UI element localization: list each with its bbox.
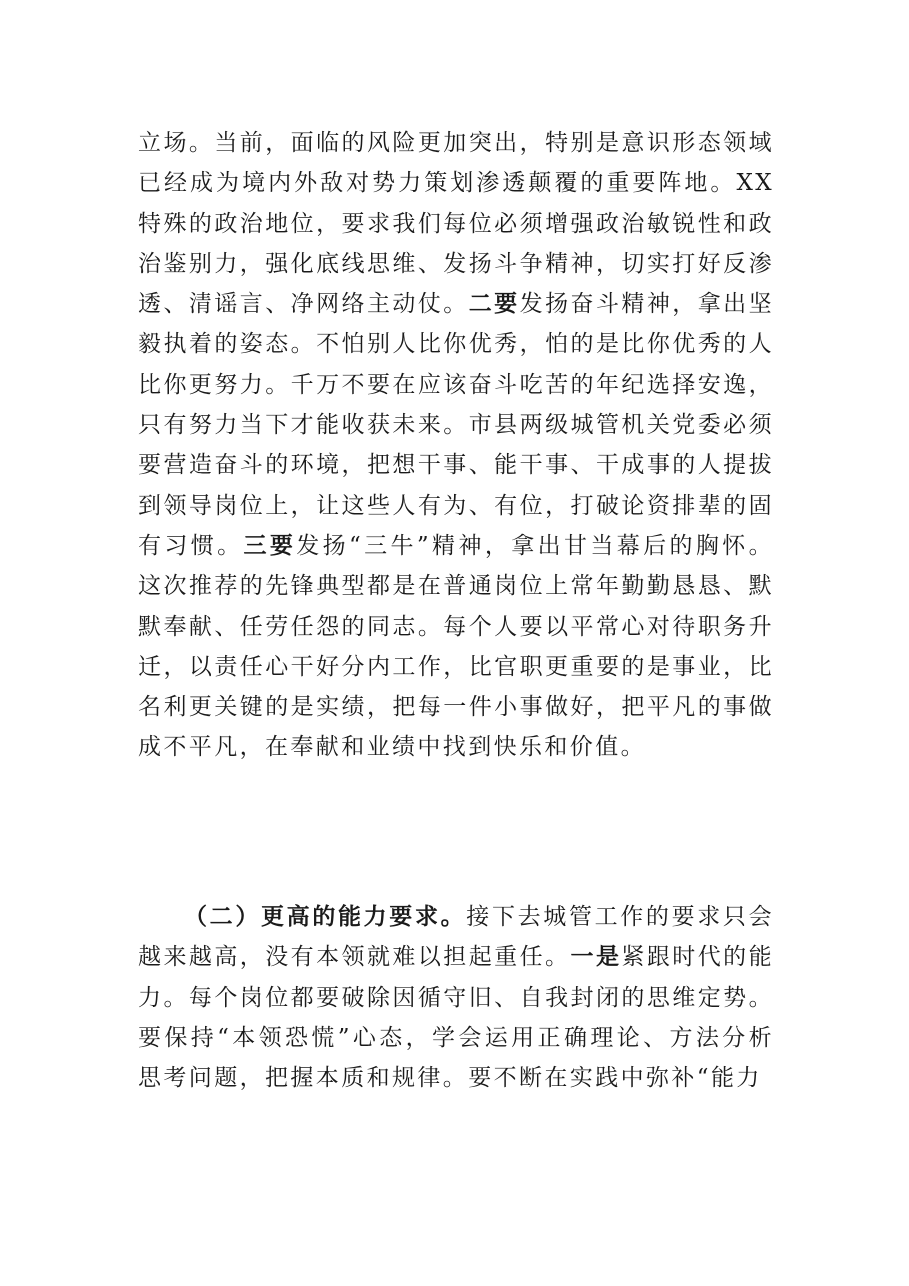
section-heading: （二）更高的能力要求。 — [184, 904, 467, 930]
body-paragraph-1 — [138, 123, 774, 768]
text-segment: 立场。当前，面临的风险更加突出，特别是意识形态领域已经成为境内外敌对势力策划渗透颠覆的重要阵地。XX特殊的政治地位，要求我们每位必须增强政治敏锐性和政治鉴别力，强化底线思维、发扬斗争精神，切实打好反渗透、清谣言、净网络主动仗。 — [138, 130, 774, 318]
bold-keyword: 二要 — [468, 291, 520, 318]
body-paragraph-2 — [138, 897, 774, 1098]
text-segment: 接下去城管工作的要求只会越来越高，没有本领就难以担起重任。 — [138, 904, 774, 971]
bold-keyword: 一是 — [570, 944, 622, 971]
text-segment: 发扬奋斗精神，拿出坚毅执着的姿态。不怕别人比你优秀，怕的是比你优秀的人比你更努力。千万不要在应该奋斗吃苦的年纪选择安逸，只有努力当下才能收获未来。市县两级城管机关党委必须要营造奋斗的环境，把想干事、能干事、干成事的人提拔到领导岗位上，让这些人有为、有位，打破论资排辈的固有习惯。 — [138, 291, 774, 559]
text-segment: 紧跟时代的能力。每个岗位都要破除因循守旧、自我封闭的思维定势。要保持“本领恐慌”心态，学会运用正确理论、方法分析思考问题，把握本质和规律。要不断在实践中弥补“能力 — [138, 944, 774, 1092]
bold-keyword: 三要 — [243, 532, 297, 559]
text-segment: 发扬“三牛”精神，拿出甘当幕后的胸怀。这次推荐的先锋典型都是在普通岗位上常年勤勤恳恳、默默奉献、任劳任怨的同志。每个人要以平常心对待职务升迁，以责任心干好分内工作，比官职更重要的是事业，比名利更关键的是实绩，把每一件小事做好，把平凡的事做成不平凡，在奉献和业绩中找到快乐和价值。 — [138, 532, 774, 761]
